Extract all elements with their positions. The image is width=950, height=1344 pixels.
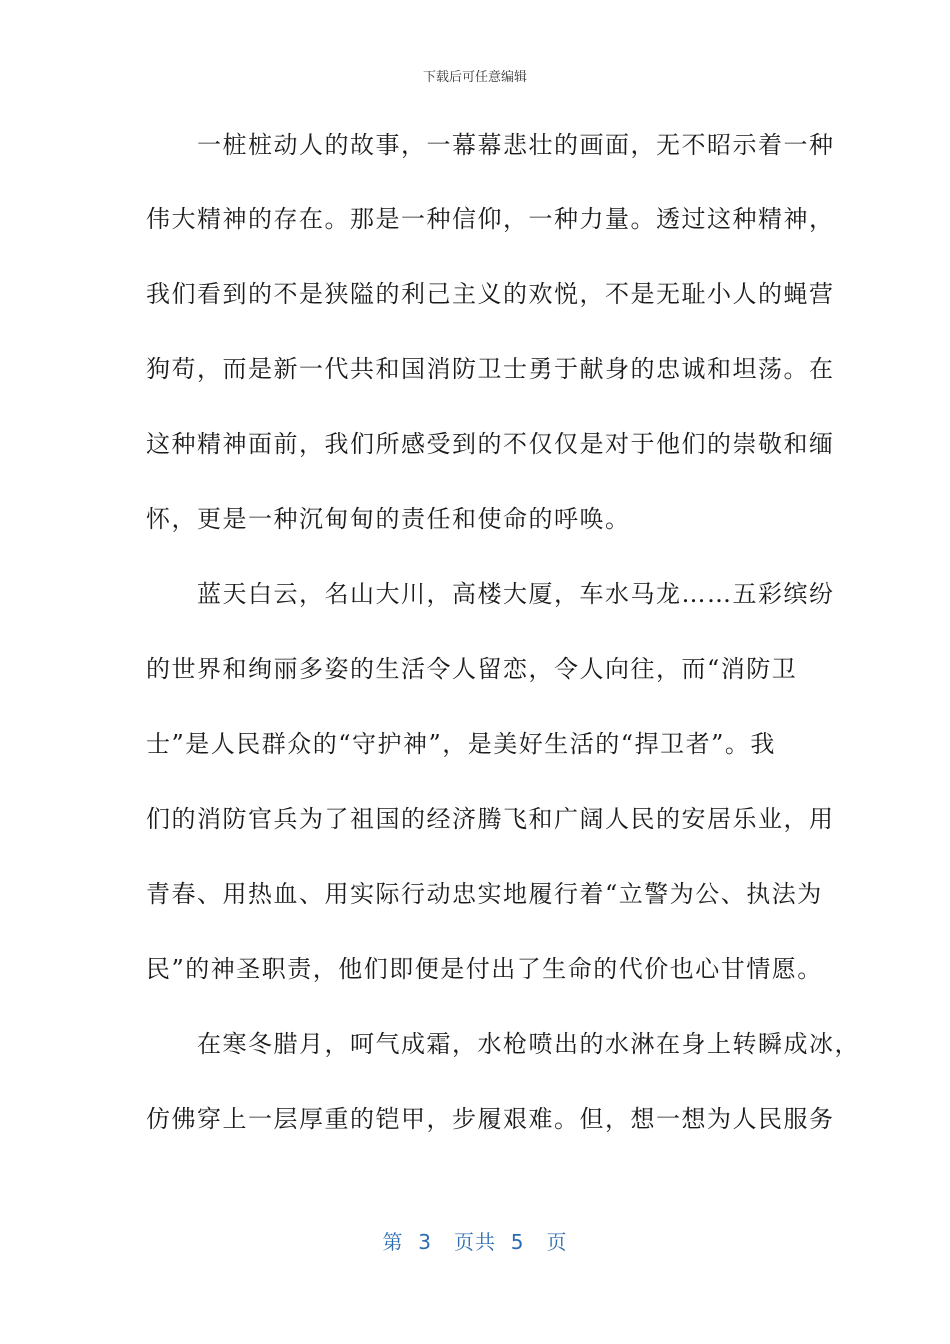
page-number: 第 3 页共 5 页 xyxy=(382,1230,568,1254)
text-line: 的世界和绚丽多姿的生活令人留恋，令人向往，而“消防卫 xyxy=(146,655,798,683)
text-line: 在寒冬腊月，呵气成霜，水枪喷出的水淋在身上转瞬成冰， xyxy=(146,1030,860,1058)
text-line: 一桩桩动人的故事，一幕幕悲壮的画面，无不昭示着一种 xyxy=(146,131,835,159)
text-line: 这种精神面前，我们所感受到的不仅仅是对于他们的崇敬和缅 xyxy=(146,430,835,458)
text-line: 仿佛穿上一层厚重的铠甲，步履艰难。但，想一想为人民服务 xyxy=(146,1105,835,1133)
text-line: 民”的神圣职责，他们即便是付出了生命的代价也心甘情愿。 xyxy=(146,955,823,983)
text-line: 怀，更是一种沉甸甸的责任和使命的呼唤。 xyxy=(146,505,631,533)
text-line: 蓝天白云，名山大川，高楼大厦，车水马龙……五彩缤纷 xyxy=(146,580,835,608)
text-line: 我们看到的不是狭隘的利己主义的欢悦，不是无耻小人的蝇营 xyxy=(146,280,835,308)
header-note: 下载后可任意编辑 xyxy=(422,70,527,85)
text-line: 们的消防官兵为了祖国的经济腾飞和广阔人民的安居乐业，用 xyxy=(146,805,835,833)
text-line: 青春、用热血、用实际行动忠实地履行着“立警为公、执法为 xyxy=(146,880,823,908)
text-line: 士”是人民群众的“守护神”，是美好生活的“捍卫者”。我 xyxy=(146,730,776,758)
text-line: 伟大精神的存在。那是一种信仰，一种力量。透过这种精神， xyxy=(146,205,835,233)
text-line: 狗苟，而是新一代共和国消防卫士勇于献身的忠诚和坦荡。在 xyxy=(146,355,835,383)
